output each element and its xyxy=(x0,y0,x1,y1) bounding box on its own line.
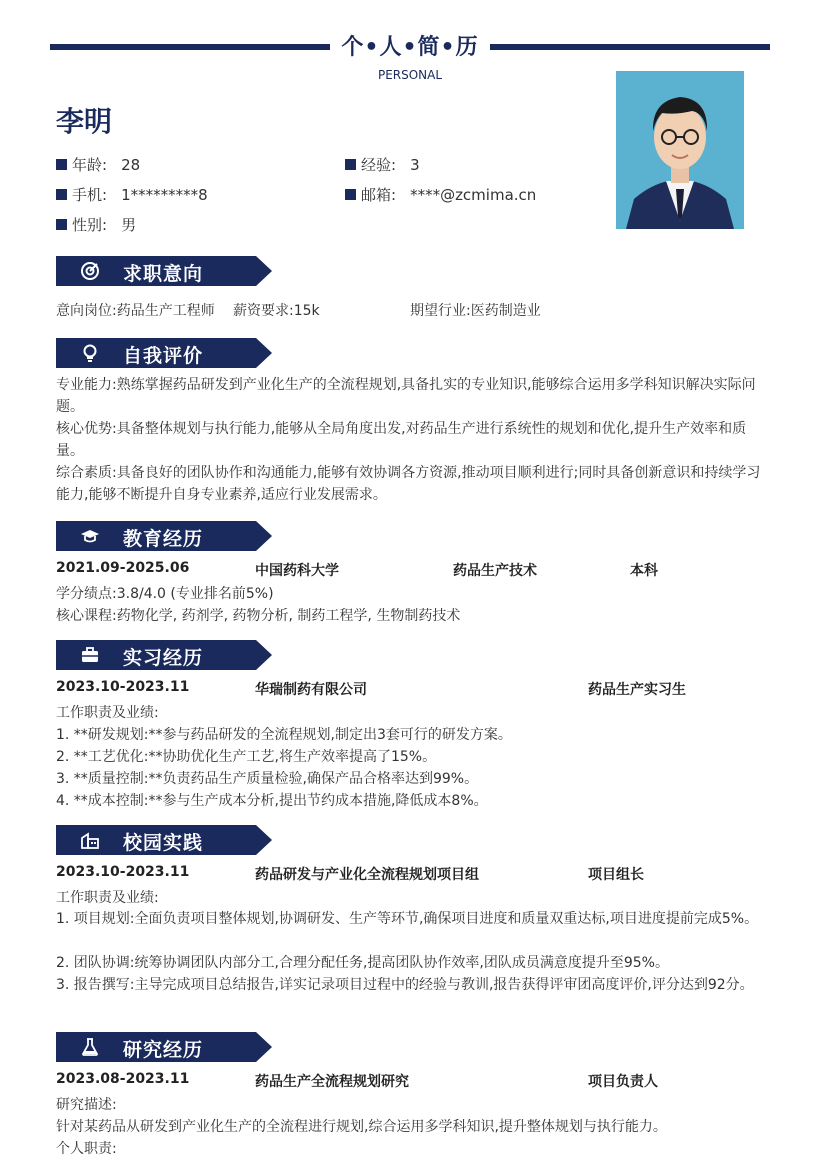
self-eval-paragraph: 核心优势:具备整体规划与执行能力,能够从全局角度出发,对药品生产进行系统性的规划和优化,提升生产效率和质量。 xyxy=(56,421,747,459)
edu-school: 中国药科大学 xyxy=(255,563,339,579)
phone-label: 手机: xyxy=(72,186,108,204)
edu-major: 药品生产技术 xyxy=(453,563,537,579)
intern-duty-item: 3. **质量控制:**负责药品生产质量检验,确保产品合格率达到99%。 xyxy=(56,771,479,787)
bulb-icon xyxy=(80,343,100,363)
section-research xyxy=(56,1032,272,1062)
intent-position: 意向岗位:药品生产工程师 xyxy=(56,303,215,319)
info-age xyxy=(56,154,140,175)
document-title: 个•人•简•历 xyxy=(341,35,479,60)
section-title: 实习经历 xyxy=(123,647,204,669)
campus-duty-item: 3. 报告撰写:主导完成项目总结报告,详实记录项目过程中的经验与教训,报告获得评审团高度评价,评分达到92分。 xyxy=(56,977,754,993)
intern-duty-item: 2. **工艺优化:**协助优化生产工艺,将生产效率提高了15%。 xyxy=(56,749,437,765)
intern-period: 2023.10-2023.11 xyxy=(56,679,190,695)
section-self-eval xyxy=(56,338,272,368)
edu-period: 2021.09-2025.06 xyxy=(56,560,190,576)
campus-role: 项目组长 xyxy=(588,867,644,883)
briefcase-icon xyxy=(80,645,100,665)
section-job-intent xyxy=(56,256,272,286)
campus-duty-item: 1. 项目规划:全面负责项目整体规划,协调研发、生产等环节,确保项目进度和质量双重达标,项目进度提前完成5%。 xyxy=(56,911,759,927)
intern-role: 药品生产实习生 xyxy=(588,682,686,698)
email-value: ****@zcmima.cn xyxy=(410,185,537,204)
research-desc-title: 研究描述: xyxy=(56,1097,117,1113)
research-period: 2023.08-2023.11 xyxy=(56,1071,190,1087)
research-desc: 针对某药品从研发到产业化生产的全流程进行规划,综合运用多学科知识,提升整体规划与执行能力。 xyxy=(56,1119,667,1135)
header-rule-left xyxy=(50,44,330,50)
research-duty-title: 个人职责: xyxy=(56,1141,117,1157)
section-campus xyxy=(56,825,272,855)
research-topic: 药品生产全流程规划研究 xyxy=(255,1074,409,1090)
age-label: 年龄: xyxy=(72,156,108,174)
section-internship xyxy=(56,640,272,670)
intern-duty-title: 工作职责及业绩: xyxy=(56,705,159,721)
target-icon xyxy=(80,261,100,281)
gender-value: 男 xyxy=(121,216,137,234)
gender-label: 性别: xyxy=(72,216,108,234)
phone-value: 1*********8 xyxy=(121,185,208,204)
intern-company: 华瑞制药有限公司 xyxy=(255,682,367,698)
intern-duty-item: 4. **成本控制:**参与生产成本分析,提出节约成本措施,降低成本8%。 xyxy=(56,793,488,809)
intent-salary: 薪资要求:15k xyxy=(233,303,320,319)
edu-degree: 本科 xyxy=(630,563,658,579)
bullet-square xyxy=(345,189,356,200)
edu-courses: 核心课程:药物化学, 药剂学, 药物分析, 制药工程学, 生物制药技术 xyxy=(56,608,461,624)
bullet-square xyxy=(56,189,67,200)
portrait-illustration xyxy=(616,71,744,229)
experience-value: 3 xyxy=(410,155,420,174)
section-education xyxy=(56,521,272,551)
bullet-square xyxy=(56,159,67,170)
experience-label: 经验: xyxy=(361,156,397,174)
self-eval-paragraph: 专业能力:熟练掌握药品研发到产业化生产的全流程规划,具备扎实的专业知识,能够综合运用多学科知识解决实际问题。 xyxy=(56,377,756,415)
section-title: 教育经历 xyxy=(123,528,204,550)
section-title: 求职意向 xyxy=(123,263,204,285)
graduation-cap-icon xyxy=(80,526,100,546)
campus-duty-item: 2. 团队协调:统筹协调团队内部分工,合理分配任务,提高团队协作效率,团队成员满意度提升至95%。 xyxy=(56,955,669,971)
campus-duty-title: 工作职责及业绩: xyxy=(56,890,159,906)
self-eval-paragraph: 综合素质:具备良好的团队协作和沟通能力,能够有效协调各方资源,推动项目顺利进行;同时具备创新意识和持续学习能力,能够不断提升自身专业素养,适应行业发展需求。 xyxy=(56,465,761,503)
section-title: 校园实践 xyxy=(123,832,204,854)
campus-org: 药品研发与产业化全流程规划项目组 xyxy=(255,867,479,883)
document-subtitle: PERSONAL xyxy=(377,68,443,82)
bullet-square xyxy=(56,219,67,230)
info-experience xyxy=(345,154,420,175)
intent-industry: 期望行业:医药制造业 xyxy=(410,303,541,319)
age-value: 28 xyxy=(121,155,141,174)
research-role: 项目负责人 xyxy=(588,1074,658,1090)
bullet-square xyxy=(345,159,356,170)
campus-period: 2023.10-2023.11 xyxy=(56,864,190,880)
info-gender xyxy=(56,214,136,235)
header-rule-right xyxy=(490,44,770,50)
profile-photo xyxy=(616,71,744,229)
info-phone xyxy=(56,184,208,205)
section-title: 自我评价 xyxy=(123,345,204,367)
info-email xyxy=(345,184,536,205)
edu-gpa: 学分绩点:3.8/4.0 (专业排名前5%) xyxy=(56,586,274,602)
intern-duty-item: 1. **研发规划:**参与药品研发的全流程规划,制定出3套可行的研发方案。 xyxy=(56,727,512,743)
building-icon xyxy=(80,830,100,850)
section-title: 研究经历 xyxy=(123,1039,204,1061)
flask-icon xyxy=(80,1037,100,1057)
person-name: 李明 xyxy=(56,105,113,138)
email-label: 邮箱: xyxy=(361,186,397,204)
